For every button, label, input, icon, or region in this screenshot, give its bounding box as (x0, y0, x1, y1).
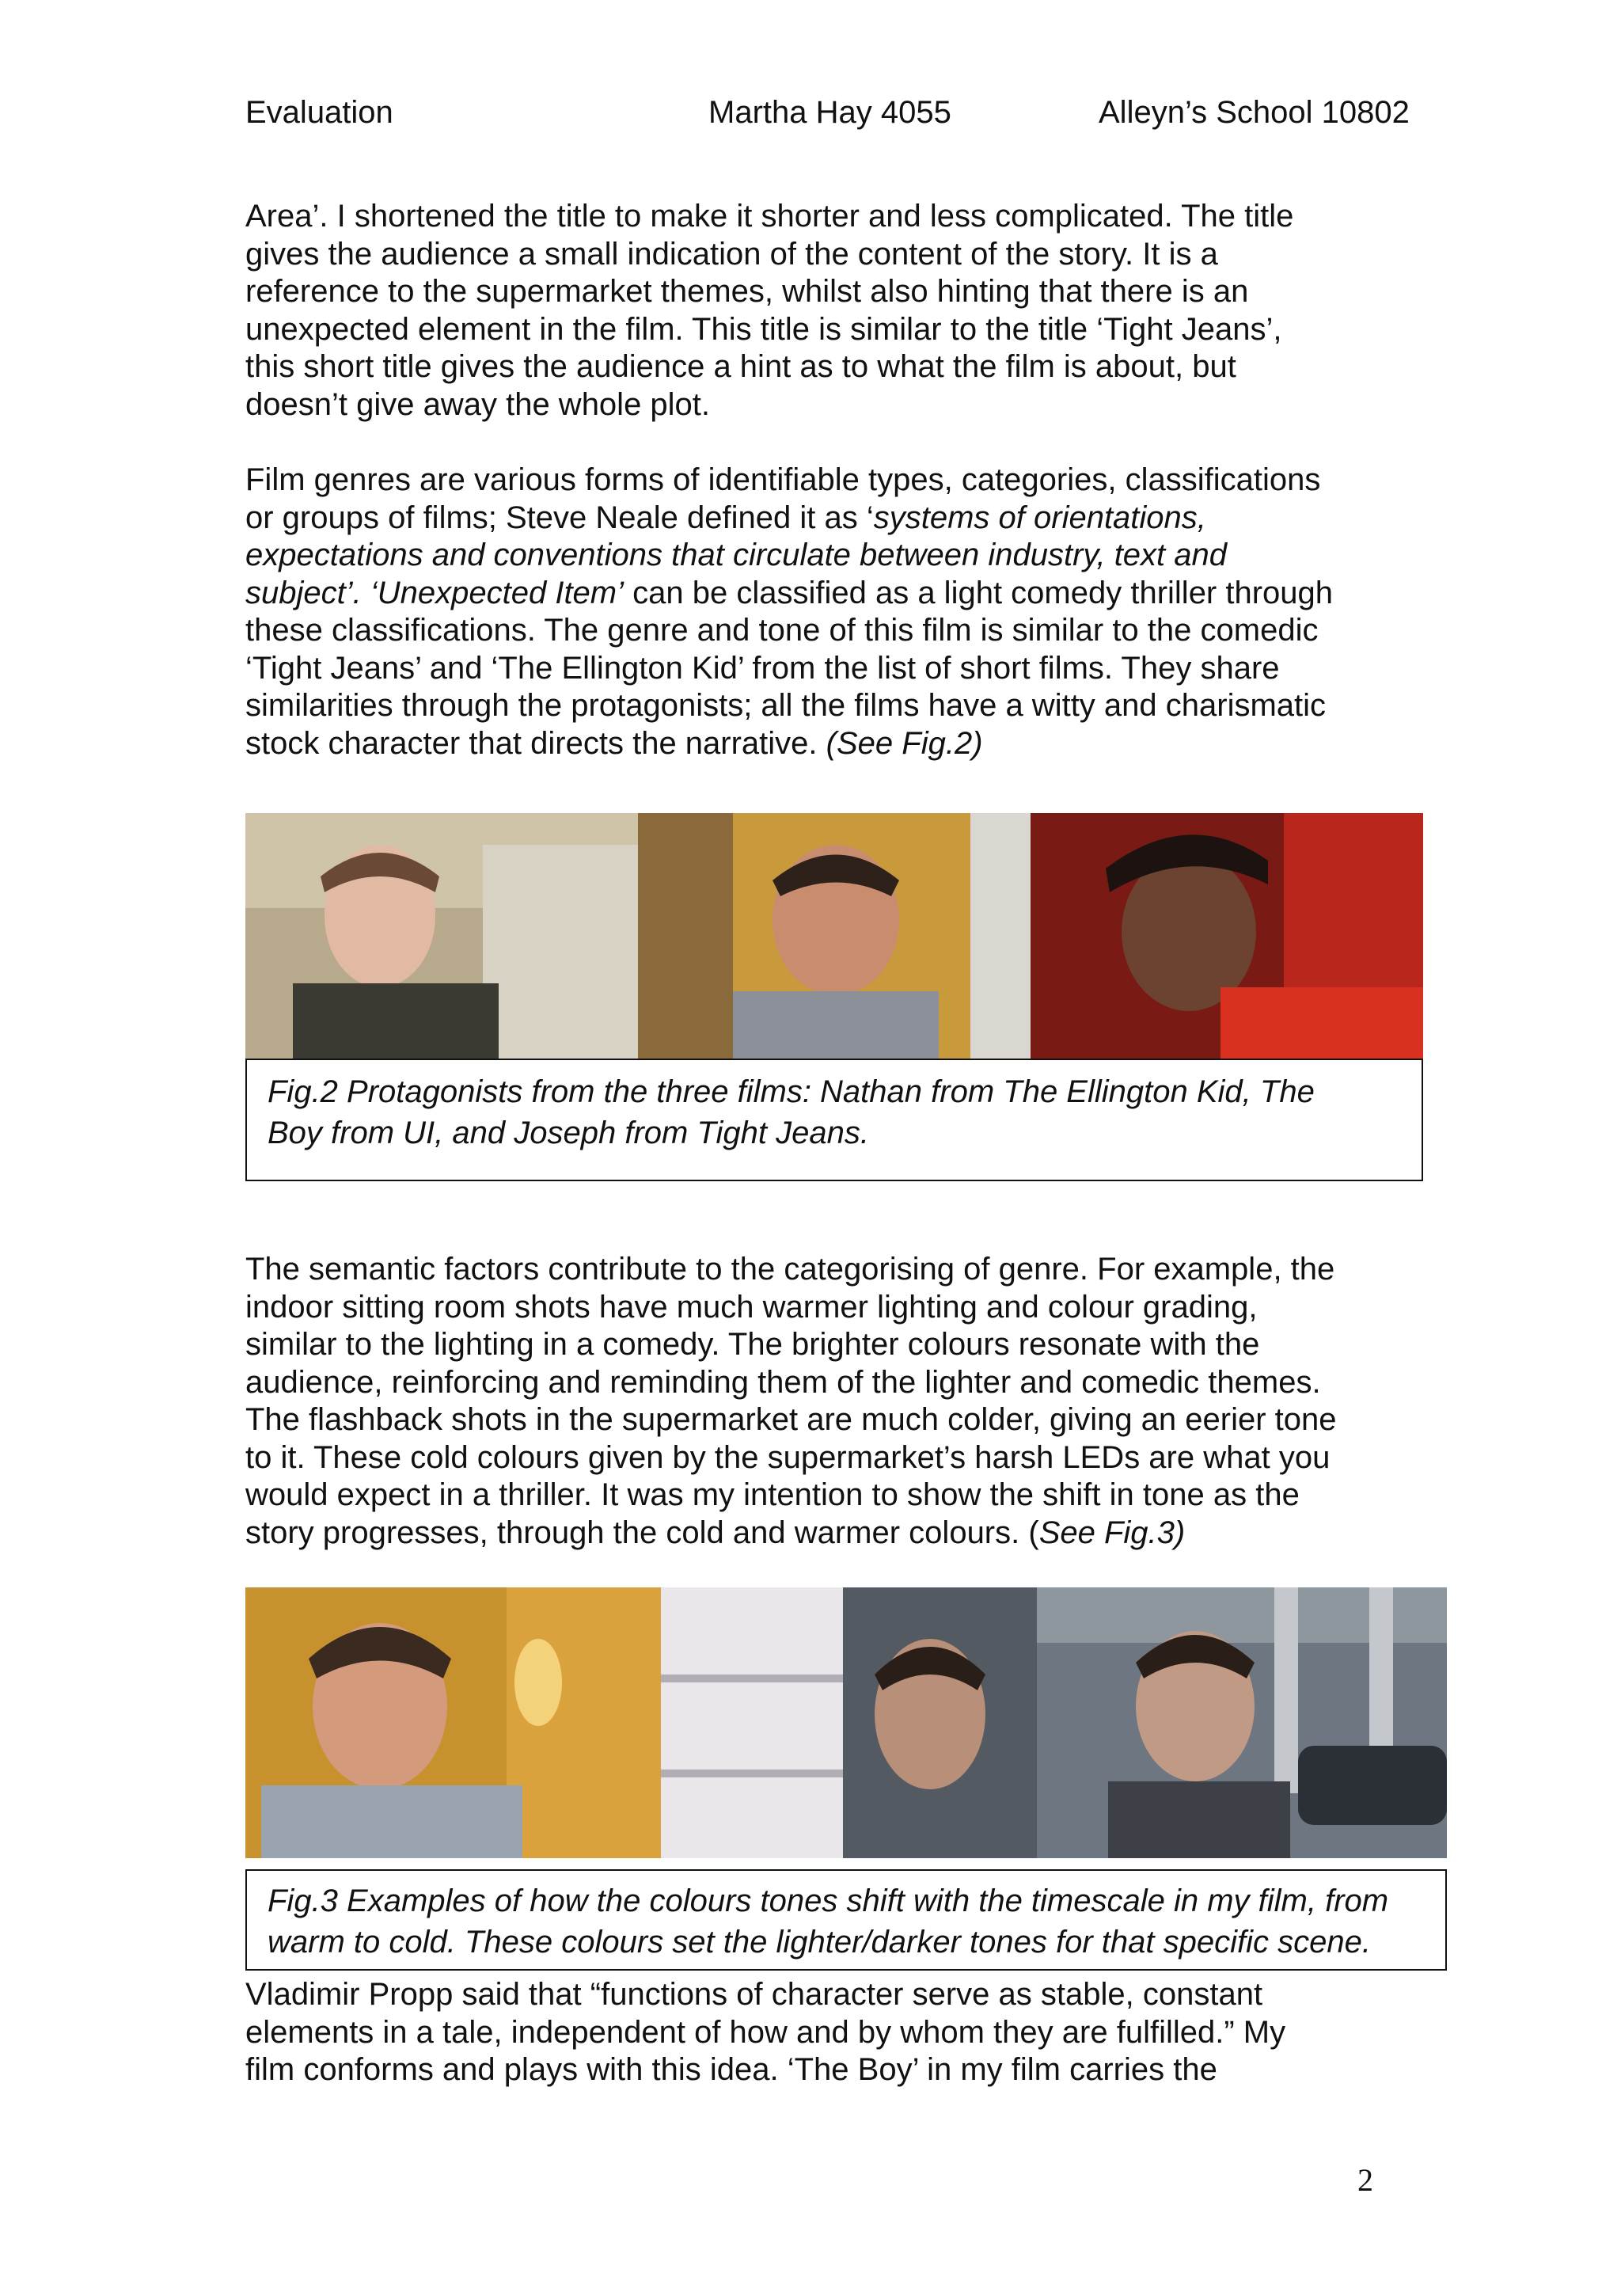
figure-2-caption (245, 1059, 1423, 1181)
film-still-warm-room (245, 1587, 661, 1858)
text-line: film conforms and plays with this idea. ‘The Boy’ in my film carries the (245, 2052, 1217, 2087)
text-line: to it. These cold colours given by the supermarket’s harsh LEDs are what you (245, 1439, 1331, 1475)
text-line: reference to the supermarket themes, whilst also hinting that there is an (245, 274, 1249, 309)
text-line: The semantic factors contribute to the categorising of genre. For example, the (245, 1252, 1335, 1287)
figure-3-caption (245, 1869, 1447, 1971)
caption-line: warm to cold. These colours set the lighter/darker tones for that specific scene. (268, 1925, 1371, 1960)
text-line: stock character that directs the narrative. (See Fig.2) (245, 725, 983, 761)
figure-3-images (245, 1587, 1447, 1858)
caption-line: Fig.3 Examples of how the colours tones shift with the timescale in my film, from (268, 1884, 1389, 1918)
caption-line: Fig.2 Protagonists from the three films: Nathan from The Ellington Kid, The (268, 1074, 1315, 1109)
text-line: Area’. I shortened the title to make it shorter and less complicated. The title (245, 199, 1294, 234)
text-line: similarities through the protagonists; all the films have a witty and charismatic (245, 688, 1327, 723)
page-number: 2 (1357, 2162, 1373, 2198)
text-line: or groups of films; Steve Neale defined it as ‘systems of orientations, (245, 500, 1206, 535)
film-still-ellington-kid (245, 813, 638, 1059)
figure-2-images (245, 813, 1423, 1059)
text-line: elements in a tale, independent of how and by whom they are fulfilled.” My (245, 2014, 1286, 2050)
film-still-car-park (1037, 1587, 1447, 1858)
text-line: this short title gives the audience a hint as to what the film is about, but (245, 349, 1236, 384)
text-line: doesn’t give away the whole plot. (245, 386, 711, 422)
caption-line: Boy from UI, and Joseph from Tight Jeans. (268, 1116, 869, 1150)
text-line: indoor sitting room shots have much warmer lighting and colour grading, (245, 1289, 1258, 1325)
text-line: subject’. ‘Unexpected Item’ can be classified as a light comedy thriller through (245, 575, 1334, 610)
text-line: ‘Tight Jeans’ and ‘The Ellington Kid’ from the list of short films. They share (245, 650, 1280, 686)
text-line: Vladimir Propp said that “functions of character serve as stable, constant (245, 1977, 1263, 2012)
text-line: The flashback shots in the supermarket are much colder, giving an eerier tone (245, 1402, 1337, 1437)
header-left: Evaluation (245, 95, 393, 130)
film-still-unexpected-item (638, 813, 1031, 1059)
text-line: Film genres are various forms of identifiable types, categories, classifications (245, 462, 1321, 497)
text-line: these classifications. The genre and tone of this film is similar to the comedic (245, 613, 1319, 648)
text-line: audience, reinforcing and reminding them of the lighter and comedic themes. (245, 1364, 1321, 1400)
film-still-tight-jeans (1031, 813, 1423, 1059)
text-line: story progresses, through the cold and warmer colours. (See Fig.3) (245, 1515, 1186, 1550)
text-line: would expect in a thriller. It was my intention to show the shift in tone as the (245, 1477, 1300, 1512)
header-school: Alleyn’s School 10802 (1099, 95, 1410, 130)
paragraph-title-discussion (245, 198, 1433, 424)
paragraph-semantic-factors (245, 1251, 1433, 1552)
paragraph-propp (245, 1976, 1433, 2089)
text-line: gives the audience a small indication of the content of the story. It is a (245, 236, 1218, 272)
paragraph-genre (245, 462, 1433, 762)
text-line: unexpected element in the film. This title is similar to the title ‘Tight Jeans’, (245, 311, 1282, 347)
text-line: expectations and conventions that circulate between industry, text and (245, 538, 1228, 572)
film-still-supermarket (661, 1587, 1037, 1858)
header-author: Martha Hay 4055 (708, 95, 951, 130)
text-line: similar to the lighting in a comedy. The brighter colours resonate with the (245, 1327, 1260, 1362)
